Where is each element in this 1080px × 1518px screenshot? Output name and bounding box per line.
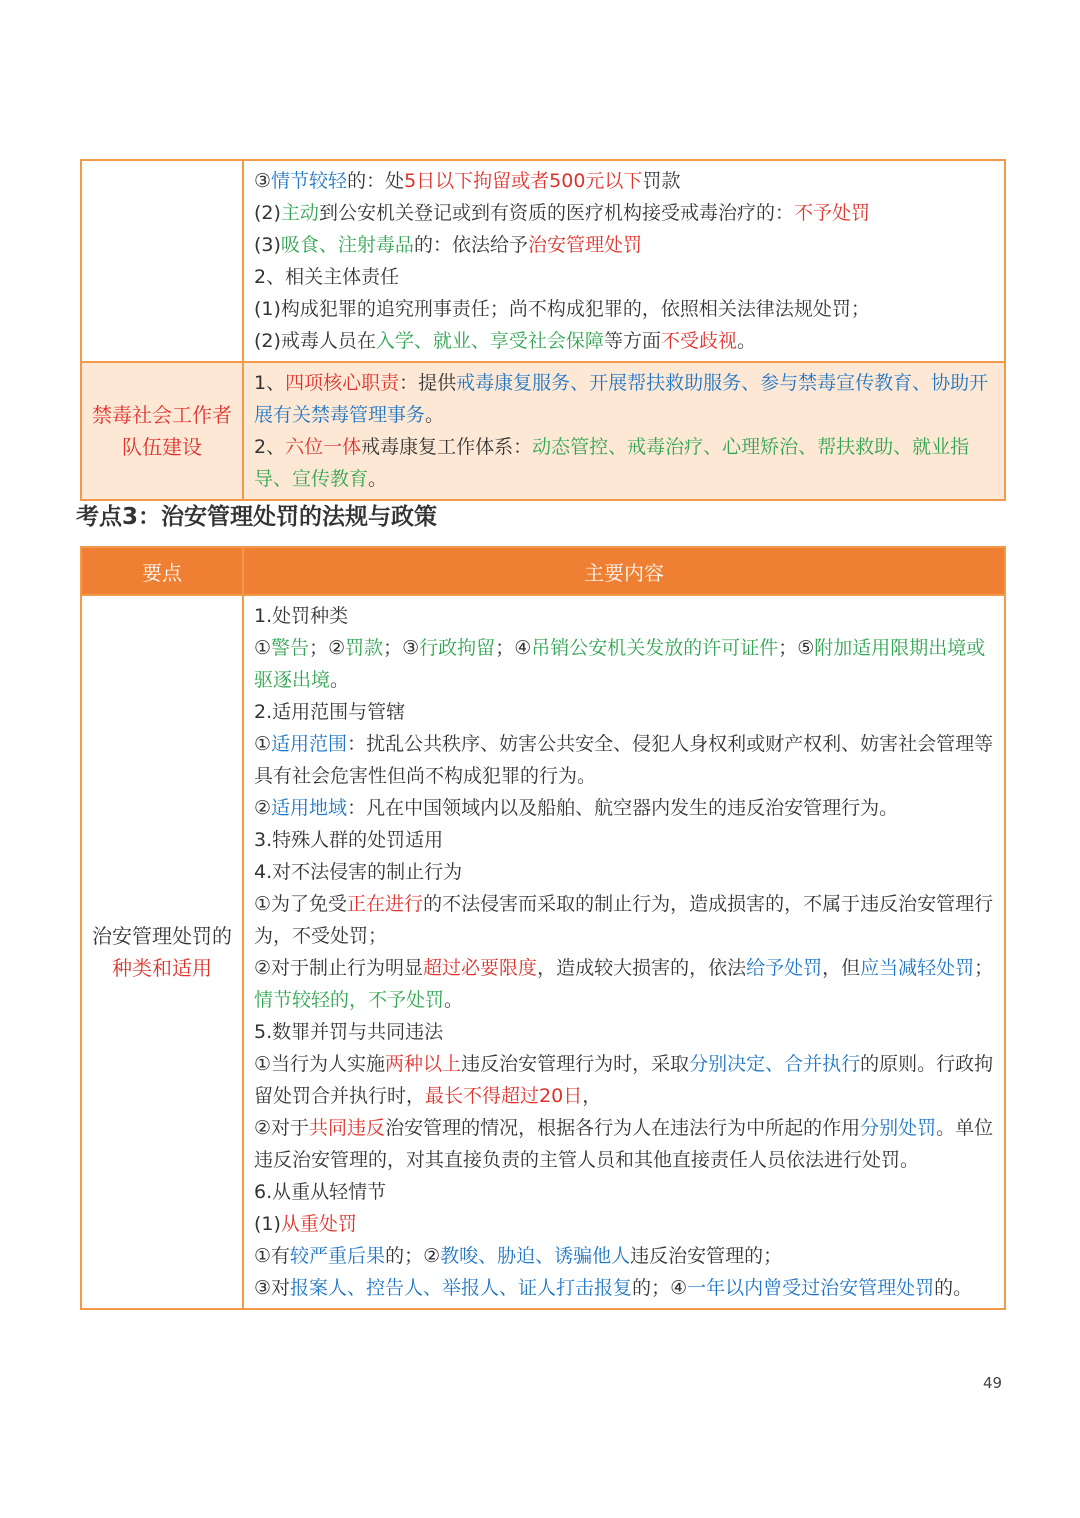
text-segment: 的不法侵害而采取的制止行为，造成损害的，不属于违反治安管理行为，不受处罚； bbox=[254, 893, 994, 947]
text-line bbox=[254, 824, 994, 856]
text-line bbox=[254, 952, 994, 1016]
highlight-text: 不受歧视 bbox=[660, 330, 737, 352]
text-segment: ③对 bbox=[254, 1277, 291, 1299]
highlight-text: 5日以下拘留或者500元以下 bbox=[404, 170, 643, 192]
text-segment: 3.特殊人群的处罚适用 bbox=[254, 829, 444, 851]
text-segment: ：扰乱公共秩序、妨害公共安全、侵犯人身权利或财产权利、妨害社会管理等具有社会危害性但尚不构成犯罪的行为。 bbox=[254, 733, 994, 787]
text-segment: 。 bbox=[368, 468, 388, 490]
key-cell-empty bbox=[81, 160, 243, 362]
column-header-key: 要点 bbox=[81, 547, 243, 595]
table-header-row bbox=[81, 547, 1005, 595]
key-cell bbox=[81, 595, 243, 1309]
highlight-text: 警告 bbox=[271, 637, 310, 659]
highlight-text: 动态管控、戒毒治疗、心理矫治、帮扶救助、就业指导、宣传教育 bbox=[254, 436, 970, 490]
text-segment: ② bbox=[254, 797, 272, 819]
text-line bbox=[254, 165, 994, 197]
text-segment: ；② bbox=[309, 637, 346, 659]
text-line bbox=[254, 728, 994, 792]
text-line bbox=[254, 261, 994, 293]
column-header-content: 主要内容 bbox=[243, 547, 1005, 595]
highlight-text: 分别处罚 bbox=[860, 1117, 937, 1139]
text-line bbox=[254, 229, 994, 261]
highlight-text: 共同违反 bbox=[309, 1117, 386, 1139]
highlight-text: 教唆、胁迫、诱骗他人 bbox=[440, 1245, 631, 1267]
text-segment: 5.数罪并罚与共同违法 bbox=[254, 1021, 444, 1043]
text-line bbox=[254, 325, 994, 357]
highlight-text: 不予处罚 bbox=[793, 202, 870, 224]
table-row bbox=[81, 362, 1005, 500]
text-line bbox=[254, 1112, 994, 1176]
text-segment: ，造成较大损害的，依法 bbox=[537, 957, 747, 979]
highlight-text: 附加适用限期出境或驱逐出境 bbox=[254, 637, 986, 691]
text-segment: 的：处 bbox=[347, 170, 405, 192]
text-segment: 的；④ bbox=[632, 1277, 688, 1299]
text-segment: 4.对不法侵害的制止行为 bbox=[254, 861, 463, 883]
highlight-text: 罚款 bbox=[345, 637, 384, 659]
content-cell bbox=[243, 362, 1005, 500]
text-line bbox=[254, 856, 994, 888]
text-segment: 。 bbox=[736, 330, 756, 352]
text-line bbox=[254, 367, 994, 431]
text-segment: 违反治安管理行为时，采取 bbox=[461, 1053, 690, 1075]
text-segment: 2.适用范围与管辖 bbox=[254, 701, 406, 723]
text-line bbox=[254, 1240, 994, 1272]
text-segment: (3) bbox=[254, 234, 281, 256]
highlight-text: 适用地域 bbox=[271, 797, 348, 819]
text-segment: 。 bbox=[444, 989, 464, 1011]
content-cell bbox=[243, 160, 1005, 362]
text-segment: ①为了免受 bbox=[254, 893, 348, 915]
highlight-text: 报案人、控告人、举报人、证人打击报复 bbox=[290, 1277, 633, 1299]
text-segment: 2、相关主体责任 bbox=[254, 266, 400, 288]
text-segment: 的。 bbox=[934, 1277, 973, 1299]
highlight-text: 行政拘留 bbox=[419, 637, 496, 659]
text-segment: 治安管理的情况，根据各行为人在违法行为中所起的作用 bbox=[385, 1117, 861, 1139]
text-segment: 的原则。行政拘留处罚合并执行时， bbox=[254, 1053, 994, 1107]
text-segment: ：提供 bbox=[399, 372, 457, 394]
text-segment: 违反治安管理的； bbox=[630, 1245, 783, 1267]
text-segment: ；④ bbox=[495, 637, 532, 659]
highlight-text: 从重处罚 bbox=[280, 1213, 357, 1235]
text-line bbox=[254, 632, 994, 696]
text-segment: 1.处罚种类 bbox=[254, 605, 349, 627]
highlight-text: 入学、就业、享受社会保障 bbox=[375, 330, 604, 352]
text-segment: 到公安机关登记或到有资质的医疗机构接受戒毒治疗的： bbox=[318, 202, 794, 224]
highlight-text: 四项核心职责 bbox=[285, 372, 400, 394]
highlight-text: 情节较轻 bbox=[271, 170, 348, 192]
highlight-text: 治安管理处罚 bbox=[527, 234, 642, 256]
text-line bbox=[254, 888, 994, 952]
text-line bbox=[254, 1176, 994, 1208]
text-segment: ②对于 bbox=[254, 1117, 310, 1139]
content-cell bbox=[243, 595, 1005, 1309]
key-cell: 禁毒社会工作者队伍建设 bbox=[81, 362, 243, 500]
highlight-text: 吊销公安机关发放的许可证件 bbox=[531, 637, 779, 659]
highlight-text: 最长不得超过20日 bbox=[425, 1085, 583, 1107]
table-row bbox=[81, 160, 1005, 362]
text-segment: ①当行为人实施 bbox=[254, 1053, 386, 1075]
highlight-text: 六位一体 bbox=[285, 436, 362, 458]
text-segment: 的；② bbox=[385, 1245, 441, 1267]
highlight-text: 分别决定、合并执行 bbox=[689, 1053, 861, 1075]
text-segment: 1、 bbox=[254, 372, 286, 394]
text-segment: ， bbox=[582, 1085, 602, 1107]
text-segment: ； bbox=[974, 957, 994, 979]
section-heading: 考点3：治安管理处罚的法规与政策 bbox=[76, 504, 438, 530]
text-segment: 的：依法给予 bbox=[413, 234, 528, 256]
text-segment: 罚款 bbox=[642, 170, 681, 192]
text-segment: (2)戒毒人员在 bbox=[254, 330, 376, 352]
text-line bbox=[254, 1208, 994, 1240]
table-drug-control bbox=[80, 159, 1006, 501]
highlight-text: 戒毒康复服务、开展帮扶救助服务、参与禁毒宣传教育、协助开展有关禁毒管理事务 bbox=[254, 372, 989, 426]
text-segment: ，但 bbox=[822, 957, 861, 979]
text-segment: (2) bbox=[254, 202, 281, 224]
text-line bbox=[254, 696, 994, 728]
text-segment: 6.从重从轻情节 bbox=[254, 1181, 387, 1203]
highlight-text: 吸食、注射毒品 bbox=[280, 234, 414, 256]
text-segment: ②对于制止行为明显 bbox=[254, 957, 424, 979]
highlight-text: 一年以内曾受过治安管理处罚 bbox=[687, 1277, 935, 1299]
text-segment: 等方面 bbox=[603, 330, 661, 352]
text-line bbox=[254, 431, 994, 495]
text-line bbox=[254, 792, 994, 824]
highlight-text: 主动 bbox=[280, 202, 319, 224]
text-line bbox=[254, 293, 994, 325]
page-number: 49 bbox=[983, 1374, 1003, 1392]
text-segment: ① bbox=[254, 733, 272, 755]
text-segment: ；⑤ bbox=[778, 637, 815, 659]
text-segment: ① bbox=[254, 637, 272, 659]
highlight-text: 超过必要限度 bbox=[423, 957, 538, 979]
text-segment: 2、 bbox=[254, 436, 286, 458]
highlight-text: 两种以上 bbox=[385, 1053, 462, 1075]
text-segment: 。 bbox=[330, 669, 350, 691]
text-line bbox=[254, 1048, 994, 1112]
text-line bbox=[254, 197, 994, 229]
text-segment: ①有 bbox=[254, 1245, 291, 1267]
highlight-text: 情节较轻的，不予处罚 bbox=[254, 989, 445, 1011]
text-segment: 戒毒康复工作体系： bbox=[361, 436, 533, 458]
table-public-security-penalty bbox=[80, 546, 1006, 1310]
text-line bbox=[254, 1272, 994, 1304]
key-plain: 治安管理处罚的 bbox=[92, 924, 232, 948]
text-segment: ；③ bbox=[383, 637, 420, 659]
text-segment: (1)构成犯罪的追究刑事责任；尚不构成犯罪的，依照相关法律法规处罚； bbox=[254, 298, 870, 320]
text-segment: 。 bbox=[425, 404, 445, 426]
table-row bbox=[81, 595, 1005, 1309]
text-line bbox=[254, 600, 994, 632]
text-segment: ：凡在中国领域内以及船舶、航空器内发生的违反治安管理行为。 bbox=[347, 797, 899, 819]
highlight-text: 较严重后果 bbox=[290, 1245, 386, 1267]
highlight-text: 给予处罚 bbox=[746, 957, 823, 979]
text-segment: ③ bbox=[254, 170, 272, 192]
highlight-text: 适用范围 bbox=[271, 733, 348, 755]
text-segment: 。单位违反治安管理的，对其直接负责的主管人员和其他直接责任人员依法进行处罚。 bbox=[254, 1117, 994, 1171]
text-line bbox=[254, 1016, 994, 1048]
highlight-text: 应当减轻处罚 bbox=[860, 957, 975, 979]
text-segment: (1) bbox=[254, 1213, 281, 1235]
highlight-text: 正在进行 bbox=[347, 893, 424, 915]
key-highlight: 种类和适用 bbox=[112, 956, 212, 980]
